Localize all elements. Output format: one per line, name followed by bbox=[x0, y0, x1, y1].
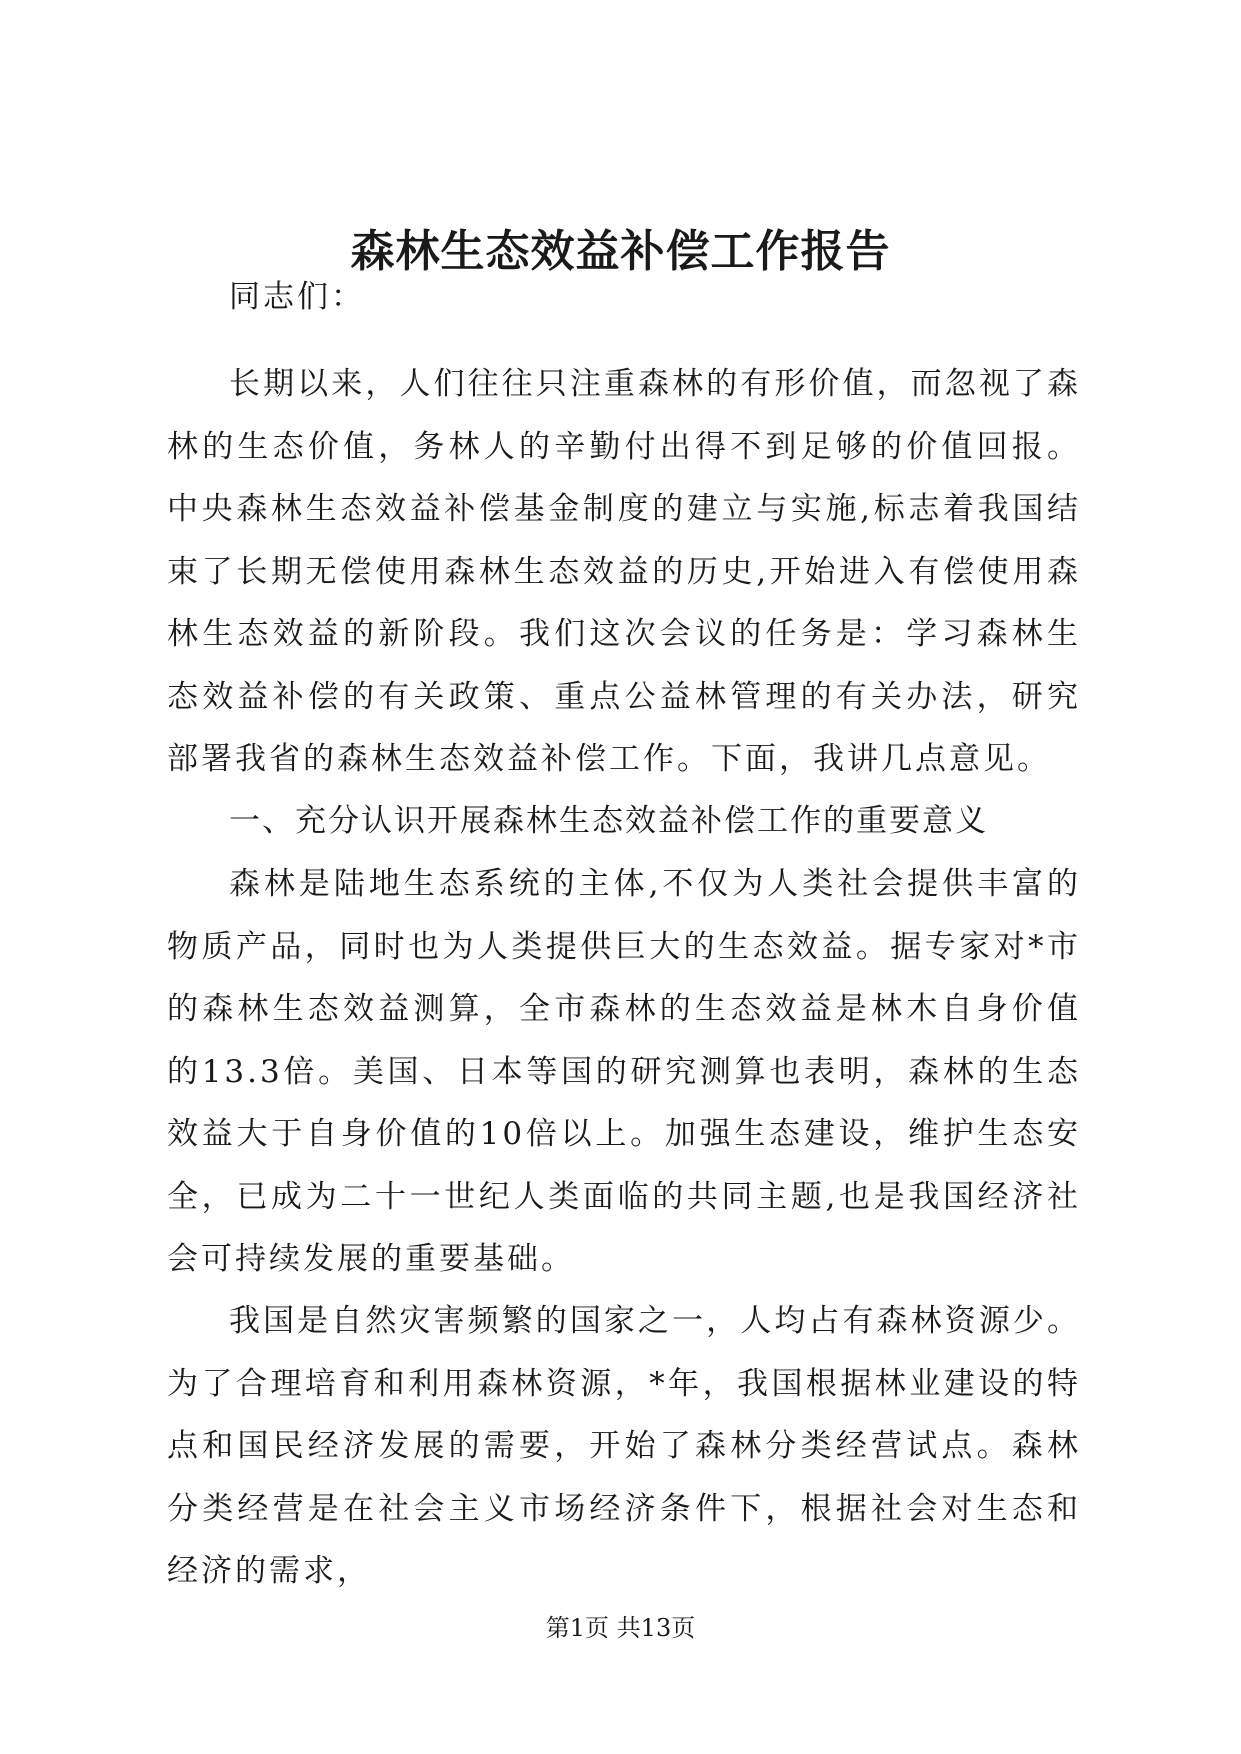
document-title: 森林生态效益补偿工作报告 bbox=[350, 226, 891, 277]
paragraph-forest-ecology: 森林是陆地生态系统的主体,不仅为人类社会提供丰富的物质产品，同时也为人类提供巨大的生态效益。据专家对*市的森林生态效益测算，全市森林的生态效益是林木自身价值的13.3倍。美国、日本等国的研究测算也表明，森林的生态效益大于自身价值的10倍以上。加强生态建设，维护生态安全，已成为二十一世纪人类面临的共同主题,也是我国经济社会可持续发展的重要基础。 bbox=[167, 866, 1081, 1277]
paragraph-intro: 长期以来，人们往往只注重森林的有形价值，而忽视了森林的生态价值，务林人的辛勤付出得不到足够的价值回报。中央森林生态效益补偿基金制度的建立与实施,标志着我国结束了长期无偿使用森林生态效益的历史,开始进入有偿使用森林生态效益的新阶段。我们这次会议的任务是：学习森林生态效益补偿的有关政策、重点公益林管理的有关办法，研究部署我省的森林生态效益补偿工作。下面，我讲几点意见。 bbox=[167, 366, 1081, 777]
paragraph-classified-management: 我国是自然灾害频繁的国家之一，人均占有森林资源少。为了合理培育和利用森林资源，*年，我国根据林业建设的特点和国民经济发展的需要，开始了森林分类经营试点。森林分类经营是在社会主义市场经济条件下，根据社会对生态和经济的需求， bbox=[167, 1303, 1081, 1589]
salutation: 同志们： bbox=[229, 279, 365, 315]
page-footer: 第1页 共13页 bbox=[545, 1614, 696, 1642]
section-heading-1: 一、充分认识开展森林生态效益补偿工作的重要意义 bbox=[229, 803, 988, 839]
